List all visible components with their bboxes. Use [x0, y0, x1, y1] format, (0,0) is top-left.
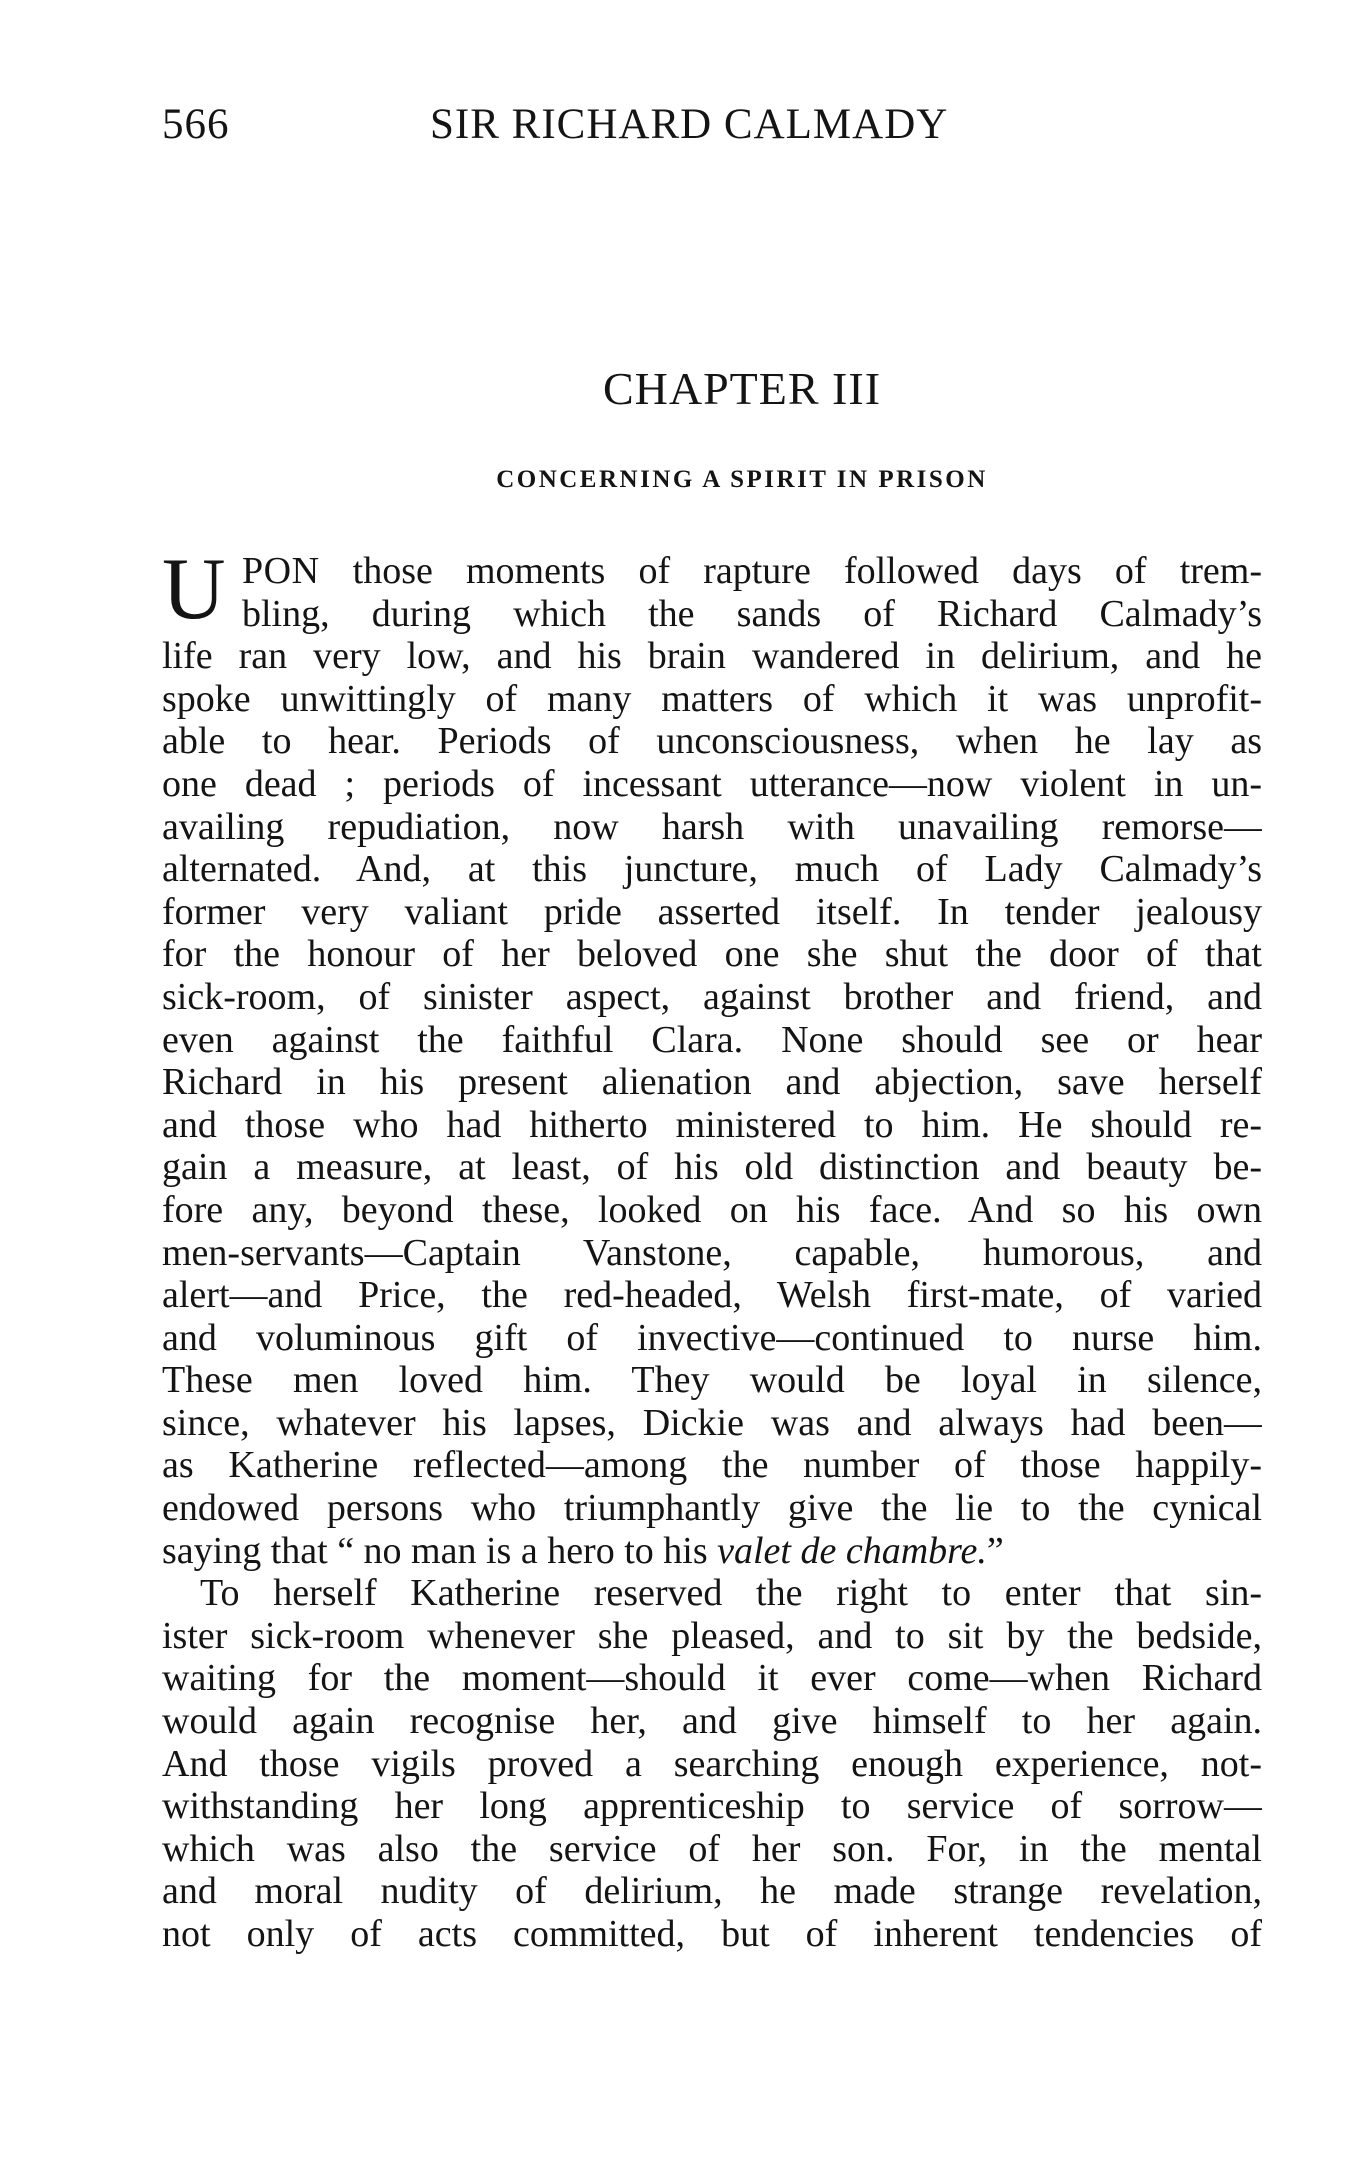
drop-cap: U: [162, 541, 226, 638]
text-line: ister sick-room whenever she pleased, and to sit by the bedside,: [162, 1614, 1262, 1657]
text-line: former very valiant pride asserted itself. In tender jealousy: [162, 890, 1262, 933]
text-line: fore any, beyond these, looked on his face. And so his own: [162, 1188, 1262, 1231]
text-line: saying that “ no man is a hero to his valet de chambre.”: [162, 1529, 1004, 1572]
paragraph-1: [162, 541, 1262, 1572]
text-line: Richard in his present alienation and abjection, save herself: [162, 1061, 1262, 1104]
opening-capitals: PON: [242, 550, 320, 592]
text-line: waiting for the moment—should it ever come—when Richard: [162, 1657, 1262, 1700]
text-line: These men loved him. They would be loyal in silence,: [162, 1359, 1262, 1402]
text-line: and moral nudity of delirium, he made strange revelation,: [162, 1870, 1262, 1913]
text-line: for the honour of her beloved one she shut the door of that: [162, 933, 1262, 976]
text-line: since, whatever his lapses, Dickie was and always had been—: [162, 1401, 1262, 1444]
chapter-subtitle: CONCERNING A SPIRIT IN PRISON: [496, 466, 988, 493]
chapter-title: CHAPTER III: [602, 363, 882, 414]
text-line: PON those moments of rapture followed days of trem-: [242, 550, 1262, 592]
text-line: alternated. And, at this juncture, much of Lady Calmady’s: [162, 848, 1262, 891]
text-line: life ran very low, and his brain wandered in delirium, and he: [162, 635, 1262, 678]
text-line: which was also the service of her son. For, in the mental: [162, 1827, 1262, 1870]
text-line: able to hear. Periods of unconsciousness, when he lay as: [162, 720, 1262, 763]
text-line: bling, during which the sands of Richard Calmady’s: [242, 592, 1262, 635]
italic-phrase: valet de chambre.: [717, 1529, 987, 1572]
text-line: spoke unwittingly of many matters of which it was unprofit-: [162, 677, 1262, 720]
text-line: And those vigils proved a searching enough experience, not-: [162, 1742, 1262, 1785]
page-number: 566: [162, 101, 230, 148]
text-line: and those who had hitherto ministered to him. He should re-: [162, 1103, 1262, 1146]
text-line: not only of acts committed, but of inherent tendencies of: [162, 1913, 1262, 1955]
text-line: alert—and Price, the red-headed, Welsh first-mate, of varied: [162, 1274, 1262, 1317]
text-line: endowed persons who triumphantly give the lie to the cynical: [162, 1487, 1262, 1530]
body-text: [162, 541, 1262, 1956]
text-line: withstanding her long apprenticeship to service of sorrow—: [162, 1785, 1262, 1828]
text-line: availing repudiation, now harsh with unavailing remorse—: [162, 805, 1262, 848]
text-line: as Katherine reflected—among the number of those happily-: [162, 1444, 1262, 1487]
text-line: To herself Katherine reserved the right to enter that sin-: [200, 1572, 1262, 1615]
text-line: sick-room, of sinister aspect, against brother and friend, and: [162, 975, 1262, 1018]
running-title: SIR RICHARD CALMADY: [430, 101, 949, 148]
text-line: would again recognise her, and give himself to her again.: [162, 1700, 1262, 1743]
text-line: one dead ; periods of incessant utterance—now violent in un-: [162, 762, 1262, 805]
text-line: gain a measure, at least, of his old distinction and beauty be-: [162, 1146, 1262, 1189]
running-head: [162, 100, 1262, 160]
text-line: and voluminous gift of invective—continued to nurse him.: [162, 1316, 1262, 1359]
paragraph-2: [162, 1572, 1262, 1955]
text-line: even against the faithful Clara. None should see or hear: [162, 1018, 1262, 1061]
text-line: men-servants—Captain Vanstone, capable, humorous, and: [162, 1231, 1262, 1274]
